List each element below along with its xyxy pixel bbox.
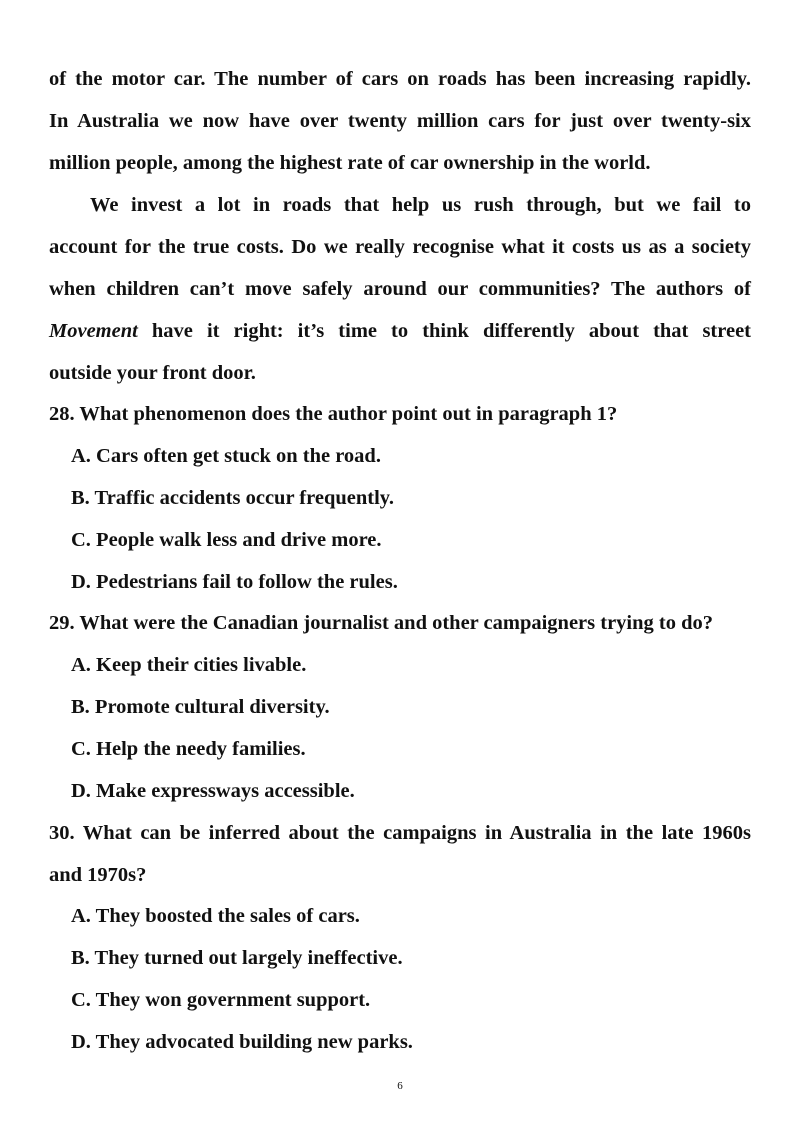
question-30-stem-continued: and 1970s?: [49, 864, 147, 886]
passage-line: outside your front door.: [49, 362, 256, 384]
question-30-option-a: A. They boosted the sales of cars.: [71, 905, 360, 927]
question-28-option-d: D. Pedestrians fail to follow the rules.: [71, 571, 398, 593]
book-title: Movement: [49, 320, 138, 342]
page-number: 6: [397, 1080, 403, 1092]
question-28-option-b: B. Traffic accidents occur frequently.: [71, 487, 395, 509]
passage-line: [49, 316, 751, 346]
passage-line: account for the true costs. Do we really recognise what it costs us as a society: [49, 236, 751, 258]
question-30-option-b: B. They turned out largely ineffective.: [71, 947, 403, 969]
question-30-stem: 30. What can be inferred about the campaigns in Australia in the late 1960s: [49, 822, 751, 844]
passage-line: In Australia we now have over twenty million cars for just over twenty-six: [49, 110, 751, 132]
question-29-option-c: C. Help the needy families.: [71, 738, 306, 760]
question-29-option-a: A. Keep their cities livable.: [71, 654, 307, 676]
question-29-option-d: D. Make expressways accessible.: [71, 780, 355, 802]
question-28-option-a: A. Cars often get stuck on the road.: [71, 445, 381, 467]
passage-line: million people, among the highest rate of car ownership in the world.: [49, 152, 651, 174]
passage-line: when children can’t move safely around our communities? The authors of: [49, 278, 751, 300]
question-29-stem: 29. What were the Canadian journalist and other campaigners trying to do?: [49, 612, 713, 634]
question-28-stem: 28. What phenomenon does the author point out in paragraph 1?: [49, 403, 618, 425]
question-28-option-c: C. People walk less and drive more.: [71, 529, 382, 551]
question-29-option-b: B. Promote cultural diversity.: [71, 696, 330, 718]
passage-line: We invest a lot in roads that help us rush through, but we fail to: [90, 194, 751, 216]
passage-line-text: have it right: it’s time to think differently about that street: [137, 320, 751, 342]
question-30-option-c: C. They won government support.: [71, 989, 371, 1011]
passage-line: of the motor car. The number of cars on roads has been increasing rapidly.: [49, 68, 751, 90]
question-30-option-d: D. They advocated building new parks.: [71, 1031, 413, 1053]
